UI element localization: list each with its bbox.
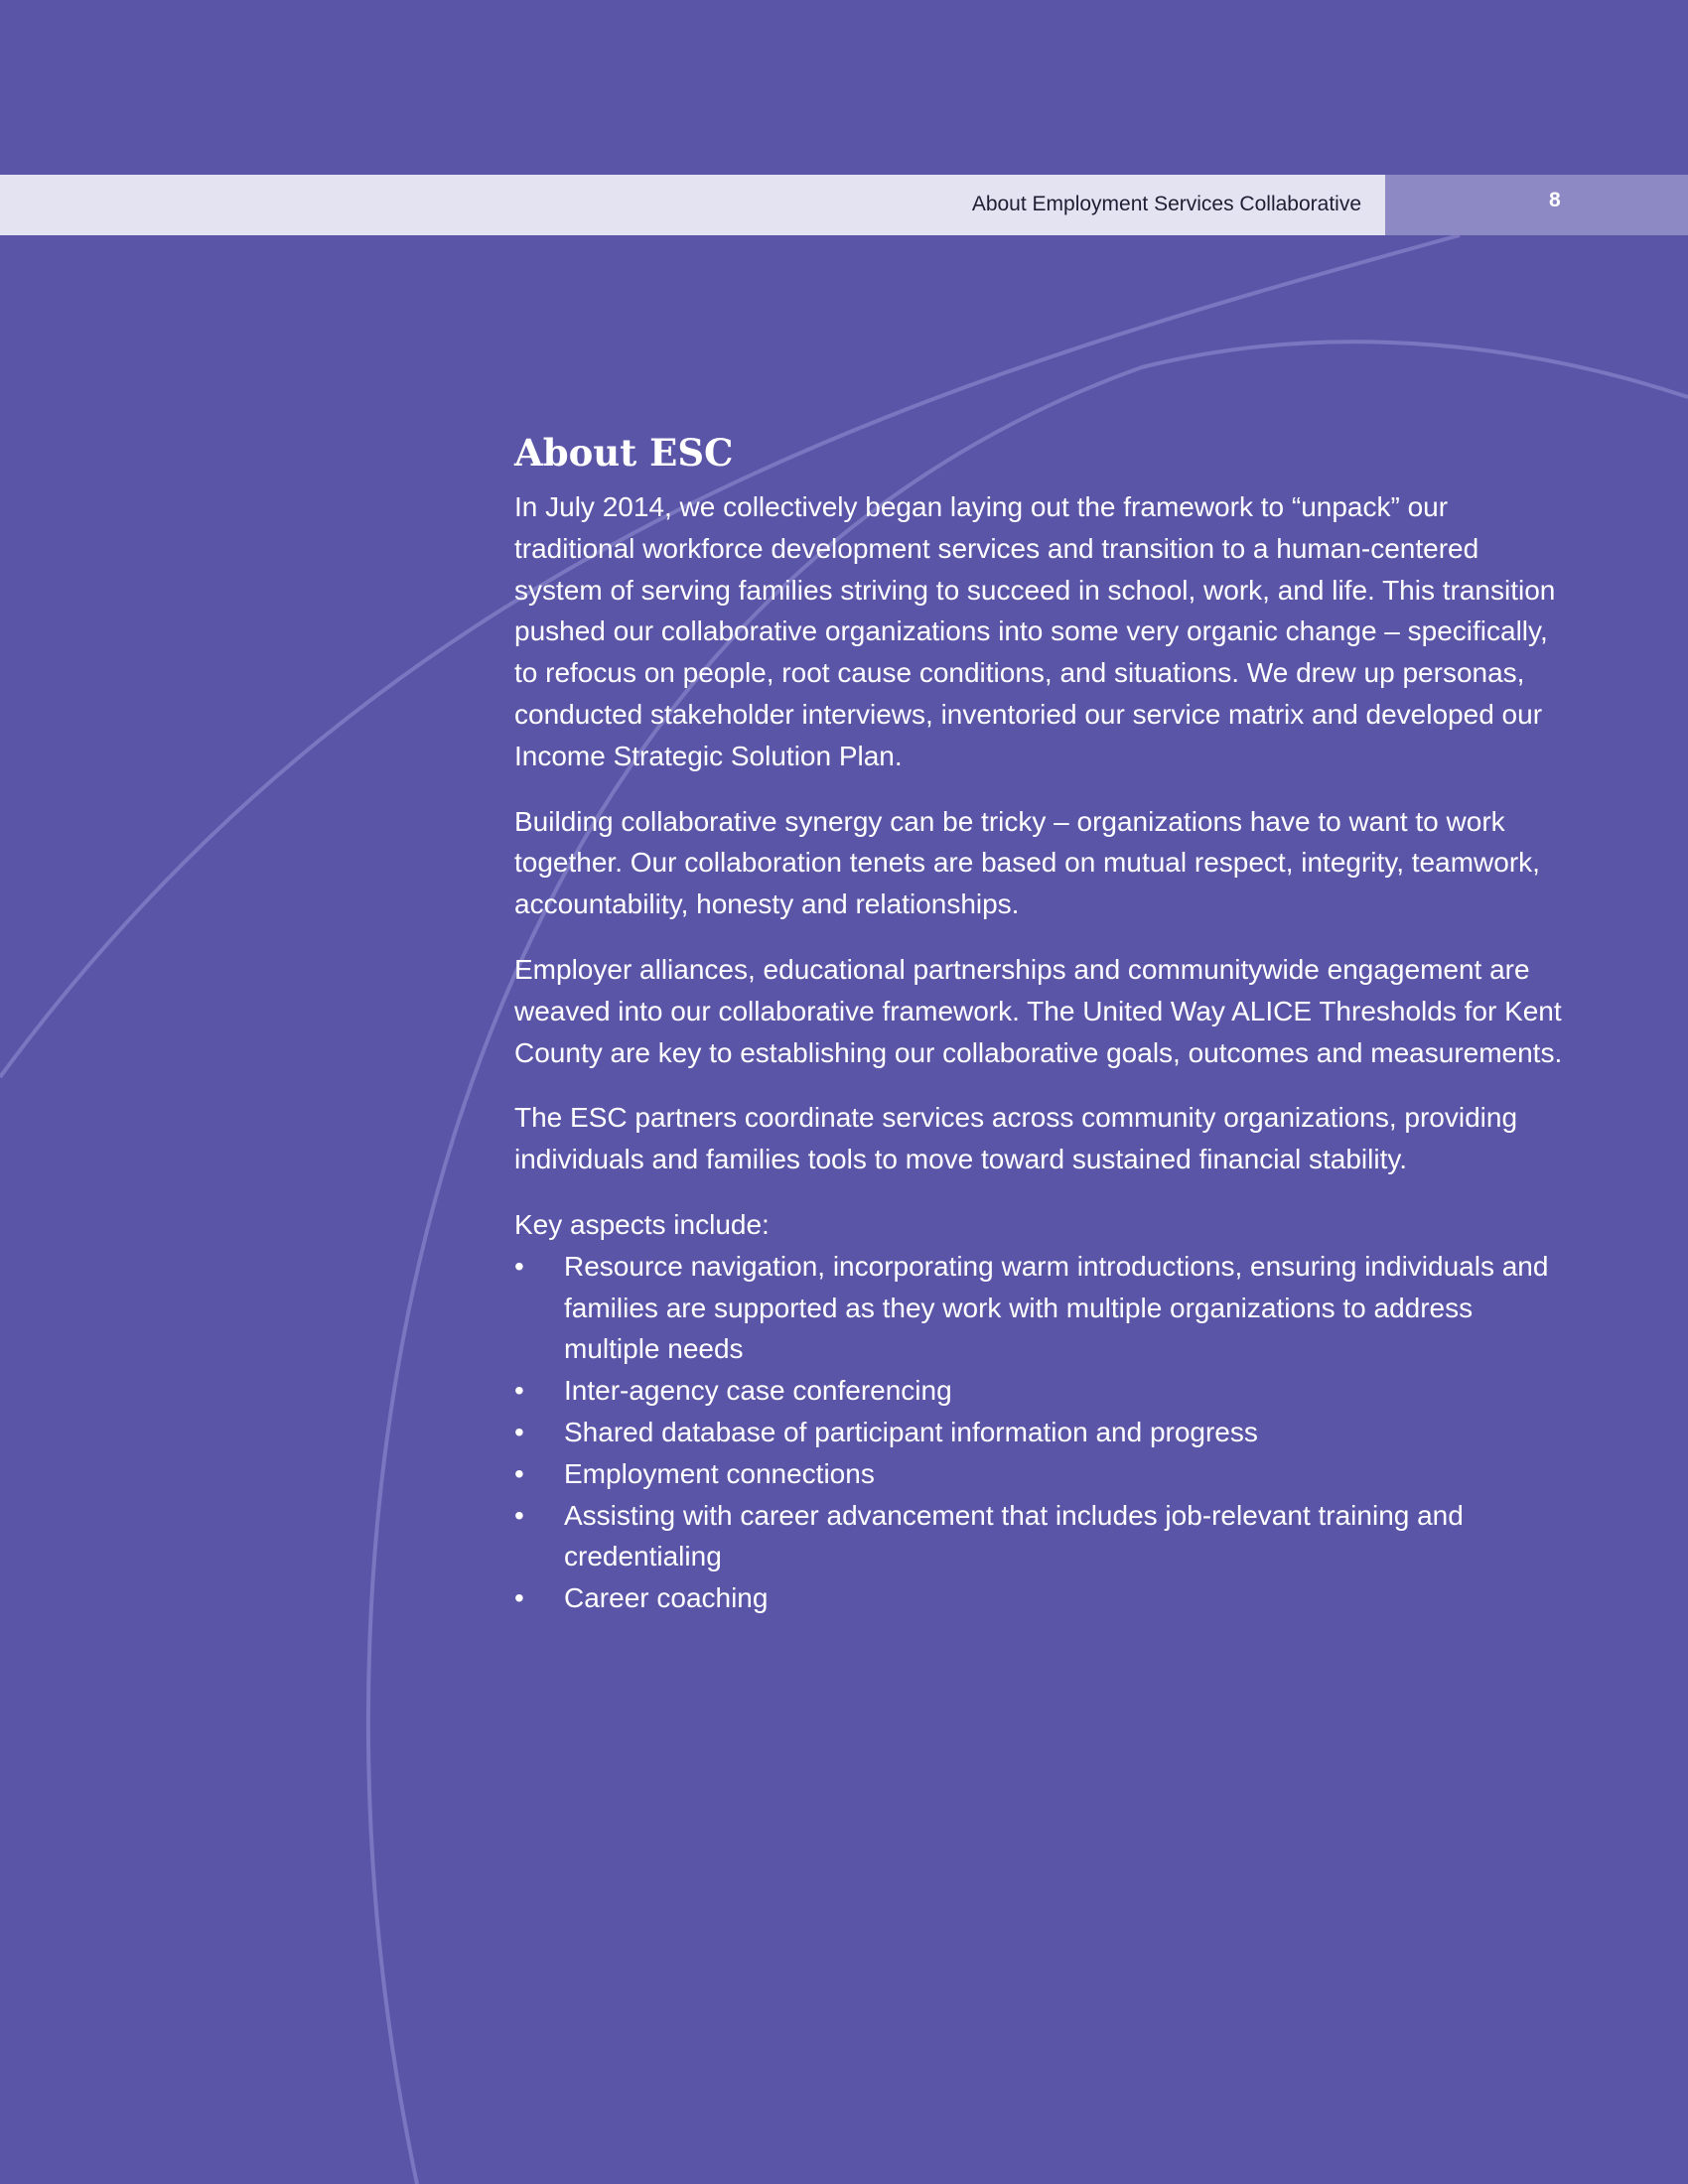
list-item [514, 1495, 1567, 1578]
running-header-title: About Employment Services Collaborative [971, 193, 1361, 215]
list-item-text: Career coaching [564, 1582, 769, 1614]
running-header [0, 175, 1385, 235]
list-item-text: Assisting with career advancement that includes job-relevant training and credentialing [564, 1499, 1464, 1572]
bullet-icon: • [514, 1582, 524, 1614]
paragraph-synergy: Building collaborative synergy can be tricky – organizations have to want to work together. Our collaboration tenets are based on mutual respect, integrity, teamwork, accountability, honesty and relationships. [514, 805, 1540, 920]
section-title: About ESC [514, 431, 734, 475]
list-item [514, 1370, 1567, 1412]
bullet-icon: • [514, 1250, 524, 1282]
paragraph-alliances: Employer alliances, educational partnerships and communitywide engagement are weaved into our collaborative framework. The United Way ALICE Thresholds for Kent County are key to establishing our collaborative goals, outcomes and measurements. [514, 953, 1563, 1068]
list-item-text: Inter-agency case conferencing [564, 1375, 952, 1407]
list-item-text: Employment connections [564, 1457, 875, 1489]
main-content [514, 429, 1567, 1619]
paragraph-intro: In July 2014, we collectively began laying out the framework to “unpack” our traditional workforce development services and transition to a human-centered system of serving families striving to succeed in school, work, and life. This transition pushed our collaborative organizations into some very organic change – specifically, to refocus on people, root cause conditions, and situations. We drew up personas, conducted stakeholder interviews, inventoried our service matrix and developed our Income Strategic Solution Plan. [514, 491, 1556, 771]
bullet-icon: • [514, 1457, 524, 1489]
key-aspects-intro: Key aspects include: [514, 1208, 770, 1240]
page-number: 8 [1549, 189, 1561, 211]
list-item-text: Resource navigation, incorporating warm introductions, ensuring individuals and families are supported as they work with multiple organizations to address multiple needs [564, 1250, 1549, 1365]
page-number-box [1385, 175, 1688, 235]
list-item-text: Shared database of participant information and progress [564, 1416, 1258, 1447]
list-item [514, 1246, 1567, 1370]
paragraph-partners: The ESC partners coordinate services across community organizations, providing individuals and families tools to move toward sustained financial stability. [514, 1102, 1518, 1175]
key-aspects-list [514, 1246, 1567, 1619]
bullet-icon: • [514, 1375, 524, 1407]
list-item [514, 1412, 1567, 1453]
list-item [514, 1453, 1567, 1495]
bullet-icon: • [514, 1499, 524, 1531]
bullet-icon: • [514, 1416, 524, 1447]
list-item [514, 1577, 1567, 1619]
